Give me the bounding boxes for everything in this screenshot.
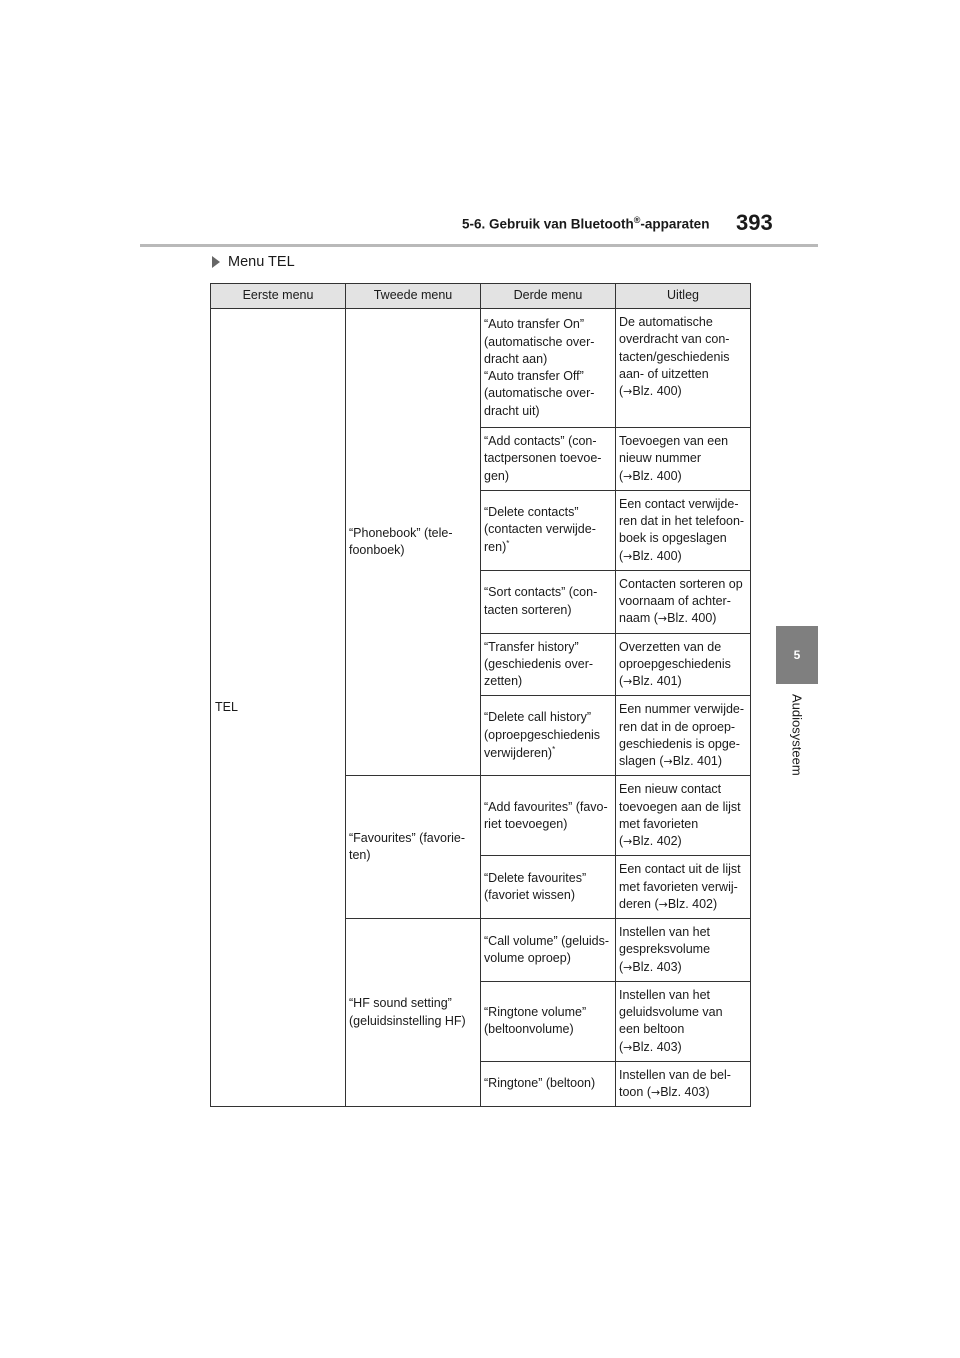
explanation-cell: Een contact verwijde- ren dat in het telefoon- boek is opgeslagen (→Blz. 400) xyxy=(616,490,751,570)
page-reference: (→Blz. 401) xyxy=(655,754,723,768)
section-title-text: Menu TEL xyxy=(228,254,295,270)
table-row xyxy=(211,309,751,428)
second-menu-cell: “Favourites” (favorie-ten) xyxy=(346,776,481,919)
third-menu-cell: “Call volume” (geluids- volume oproep) xyxy=(481,919,616,982)
page-reference: (→Blz. 402) xyxy=(650,896,718,911)
page-reference: (→Blz. 403) xyxy=(643,1085,710,1099)
table-header-row xyxy=(211,284,751,309)
second-menu-cell: “Phonebook” (tele-foonboek) xyxy=(346,309,481,776)
explanation-cell: Een nieuw contact toevoegen aan de lijst met favorieten (→Blz. 402) xyxy=(616,776,751,856)
column-header: Uitleg xyxy=(616,284,751,309)
explanation-cell: De automatische overdracht van con- tacten/geschiedenis aan- of uitzetten (→Blz. 400) xyxy=(616,309,751,428)
third-menu-cell: “Delete call history” (oproepgeschiedenis verwijderen)* xyxy=(481,696,616,776)
third-menu-cell: “Delete favourites” (favoriet wissen) xyxy=(481,856,616,919)
third-menu-cell: “Ringtone volume” (beltoonvolume) xyxy=(481,981,616,1061)
page-reference: (→Blz. 400) xyxy=(650,611,717,626)
explanation-cell: Contacten sorteren op voornaam of achter- naam (→Blz. 400) xyxy=(616,570,751,633)
page-reference: (→Blz. 400) xyxy=(619,468,682,483)
third-menu-cell: “Add favourites” (favo- riet toevoegen) xyxy=(481,776,616,856)
header-divider xyxy=(140,244,818,247)
explanation-cell: Instellen van het gespreksvolume (→Blz. 403) xyxy=(616,919,751,982)
page-reference: (→Blz. 400) xyxy=(619,548,682,563)
explanation-cell: Instellen van de bel- toon (→Blz. 403) xyxy=(616,1061,751,1107)
explanation-cell: Een nummer verwijde- ren dat in de oproep- geschiedenis is opge- slagen (→Blz. 401) xyxy=(616,696,751,776)
page-number: 393 xyxy=(736,210,773,235)
page-reference: (→Blz. 402) xyxy=(619,834,682,848)
explanation-cell: Een contact uit de lijst met favorieten verwij- deren (→Blz. 402) xyxy=(616,856,751,919)
third-menu-cell: “Add contacts” (con- tactpersonen toevoe- gen) xyxy=(481,428,616,491)
section-title xyxy=(212,254,295,270)
chapter-label: Audiosysteem xyxy=(789,694,805,776)
chapter-tab: 5 xyxy=(776,626,818,684)
third-menu-cell: “Auto transfer On” (automatische over- dracht aan) “Auto transfer Off” (automatische over- dracht uit) xyxy=(481,309,616,428)
page-reference: (→Blz. 403) xyxy=(619,1039,682,1054)
third-menu-cell: “Sort contacts” (con- tacten sorteren) xyxy=(481,570,616,633)
first-menu-cell: TEL xyxy=(211,309,346,1107)
tel-menu-table xyxy=(210,283,751,1107)
explanation-cell: Toevoegen van een nieuw nummer (→Blz. 400) xyxy=(616,428,751,491)
page-reference: (→Blz. 403) xyxy=(619,959,682,974)
page-reference: (→Blz. 401) xyxy=(619,674,682,688)
column-header: Tweede menu xyxy=(346,284,481,309)
column-header: Eerste menu xyxy=(211,284,346,309)
explanation-cell: Overzetten van de oproepgeschiedenis (→Blz. 401) xyxy=(616,633,751,696)
third-menu-cell: “Delete contacts” (contacten verwijde- ren)* xyxy=(481,490,616,570)
column-header: Derde menu xyxy=(481,284,616,309)
explanation-cell: Instellen van het geluidsvolume van een beltoon (→Blz. 403) xyxy=(616,981,751,1061)
triangle-bullet-icon xyxy=(212,256,220,268)
third-menu-cell: “Transfer history” (geschiedenis over- zetten) xyxy=(481,633,616,696)
second-menu-cell: “HF sound setting” (geluidsinstelling HF) xyxy=(346,919,481,1107)
section-header: 5-6. Gebruik van Bluetooth®-apparaten xyxy=(462,215,710,232)
page-reference: (→Blz. 400) xyxy=(619,384,682,398)
third-menu-cell: “Ringtone” (beltoon) xyxy=(481,1061,616,1107)
